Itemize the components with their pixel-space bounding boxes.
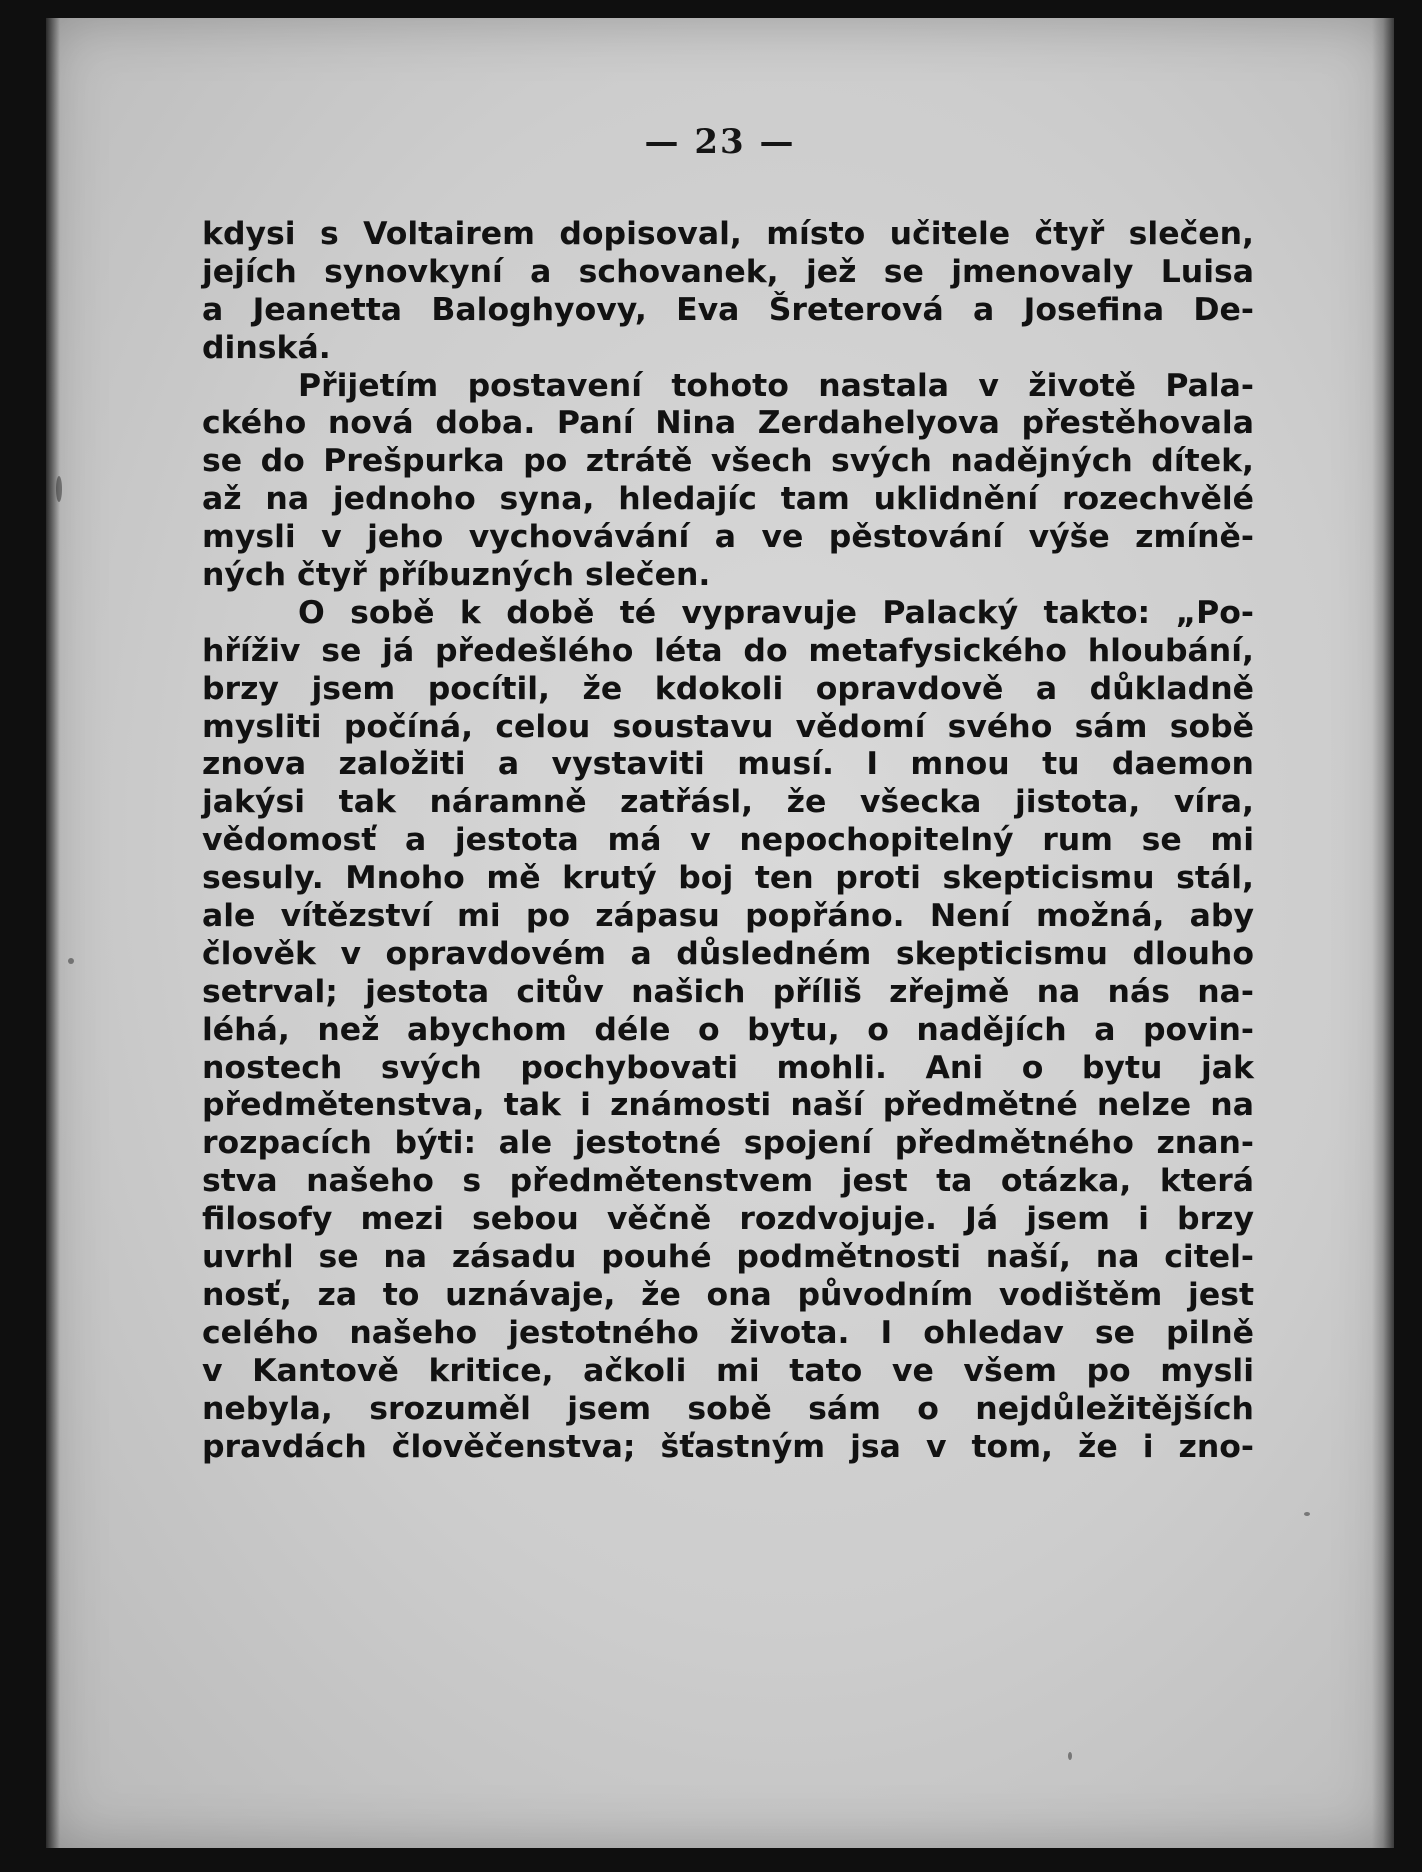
text-line: ckého nová doba. Paní Nina Zerdahelyova přestěhovala	[202, 405, 1254, 442]
text-line: a Jeanetta Baloghyovy, Eva Šreterová a Josefina De-	[202, 291, 1254, 328]
text-line: mysli v jeho vychovávání a ve pěstování výše zmíně-	[202, 519, 1254, 556]
text-line: uvrhl se na zásadu pouhé podmětnosti naší, na citel-	[202, 1239, 1254, 1276]
print-speck	[1304, 1512, 1310, 1516]
print-speck	[1068, 1752, 1072, 1760]
page-binding-shadow	[46, 18, 60, 1848]
text-line: brzy jsem pocítil, že kdokoli opravdově a důkladně	[202, 670, 1254, 707]
text-line: stva našeho s předmětenstvem jest ta otázka, která	[202, 1163, 1254, 1200]
text-line: jejích synovkyní a schovanek, jež se jmenovaly Luisa	[202, 253, 1254, 290]
text-line: filosofy mezi sebou věčně rozdvojuje. Já jsem i brzy	[202, 1201, 1254, 1238]
text-line: jakýsi tak náramně zatřásl, že všecka jistota, víra,	[202, 784, 1254, 821]
text-line: Přijetím postavení tohoto nastala v životě Pala-	[298, 367, 1254, 404]
text-line: se do Prešpurka po ztrátě všech svých nadějných dítek,	[202, 443, 1254, 480]
text-line: člověk v opravdovém a důsledném skepticismu dlouho	[202, 935, 1254, 972]
page-number: — 23 —	[644, 122, 796, 162]
text-line: ných čtyř příbuzných slečen.	[202, 557, 711, 594]
text-line: dinská.	[202, 329, 331, 366]
text-line: předmětenstva, tak i známosti naší předmětné nelze na	[202, 1087, 1254, 1124]
page-edge-shadow	[1372, 18, 1394, 1848]
text-line: celého našeho jestotného života. I ohledav se pilně	[202, 1314, 1254, 1351]
text-line: znova založiti a vystaviti musí. I mnou tu daemon	[202, 746, 1254, 783]
text-line: nebyla, srozuměl jsem sobě sám o nejdůležitějších	[202, 1390, 1254, 1427]
text-line: setrval; jestota citův našich příliš zřejmě na nás na-	[202, 973, 1254, 1010]
text-line: sesuly. Mnoho mě krutý boj ten proti skepticismu stál,	[202, 860, 1254, 897]
print-speck	[68, 958, 74, 964]
text-line: nostech svých pochybovati mohli. Ani o bytu jak	[202, 1049, 1254, 1086]
text-line: pravdách člověčenstva; šťastným jsa v tom, že i zno-	[202, 1428, 1254, 1465]
book-page	[46, 18, 1394, 1848]
text-line: hříživ se já předešlého léta do metafysického hloubání,	[202, 632, 1254, 669]
text-line: mysliti počíná, celou soustavu vědomí svého sám sobě	[202, 708, 1254, 745]
text-line: nosť, za to uznávaje, že ona původním vodištěm jest	[202, 1276, 1254, 1313]
print-speck	[56, 476, 62, 502]
text-line: rozpacích býti: ale jestotné spojení předmětného znan-	[202, 1125, 1254, 1162]
text-line: kdysi s Voltairem dopisoval, místo učitele čtyř slečen,	[202, 216, 1254, 252]
text-line: až na jednoho syna, hledajíc tam uklidnění rozechvělé	[202, 481, 1254, 518]
text-line: ale vítězství mi po zápasu popřáno. Není možná, aby	[202, 898, 1254, 935]
text-line: vědomosť a jestota má v nepochopitelný rum se mi	[202, 822, 1254, 859]
text-line: léhá, než abychom déle o bytu, o nadějích a povin-	[202, 1011, 1254, 1048]
body-text	[202, 216, 1254, 1466]
text-line: v Kantově kritice, ačkoli mi tato ve všem po mysli	[202, 1352, 1254, 1389]
text-line: O sobě k době té vypravuje Palacký takto: „Po-	[298, 594, 1254, 631]
